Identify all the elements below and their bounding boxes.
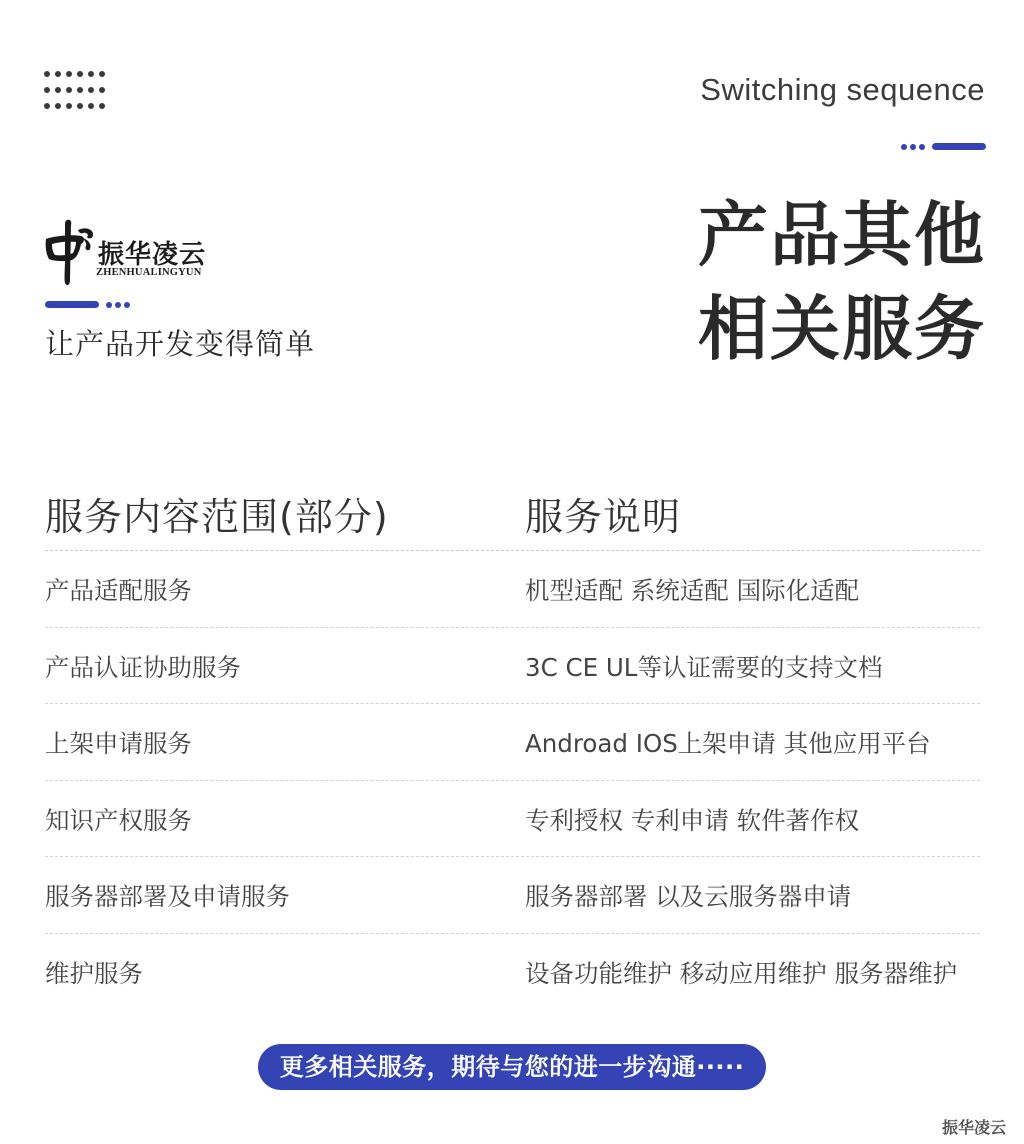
service-name: 服务器部署及申请服务 [45, 882, 290, 911]
logo-english-name: ZHENHUALINGYUN [96, 267, 202, 278]
section-subtitle: Switching sequence [700, 72, 985, 107]
table-row [45, 857, 980, 934]
column-header-description: 服务说明 [525, 495, 682, 539]
table-row [45, 628, 980, 705]
column-header-scope: 服务内容范围(部分) [45, 495, 389, 539]
service-name: 维护服务 [45, 958, 143, 988]
page-title-line-1: 产品其他 [698, 194, 986, 276]
page-title [698, 188, 986, 376]
service-name: 知识产权服务 [45, 805, 192, 835]
logo-chinese-name: 振华凌云 [98, 240, 207, 270]
page-title-line-2: 相关服务 [698, 288, 986, 370]
service-description: 服务器部署 以及云服务器申请 [525, 882, 852, 911]
dot-grid-decoration [44, 71, 104, 111]
brand-logo [43, 218, 223, 288]
service-description: 3C CE UL等认证需要的支持文档 [525, 652, 883, 682]
table-row [45, 781, 980, 858]
watermark-text: 振华凌云 [941, 1118, 1006, 1137]
table-header [45, 480, 980, 551]
services-table [45, 480, 980, 1009]
service-name: 产品认证协助服务 [45, 652, 241, 682]
table-row [45, 704, 980, 781]
service-description: Androad IOS上架申请 其他应用平台 [525, 729, 931, 758]
service-name: 上架申请服务 [45, 729, 192, 758]
table-row [45, 934, 980, 1010]
table-row [45, 551, 980, 628]
contact-cta-button[interactable]: 更多相关服务，期待与您的进一步沟通····· [258, 1044, 766, 1090]
service-name: 产品适配服务 [45, 576, 192, 605]
service-description: 机型适配 系统适配 国际化适配 [525, 576, 860, 605]
accent-divider-right [901, 143, 986, 150]
service-description: 专利授权 专利申请 软件著作权 [525, 805, 860, 835]
service-description: 设备功能维护 移动应用维护 服务器维护 [525, 958, 958, 988]
zhong-calligraphy-icon [43, 218, 95, 288]
accent-divider-left [45, 301, 130, 308]
brand-tagline: 让产品开发变得简单 [45, 327, 316, 361]
